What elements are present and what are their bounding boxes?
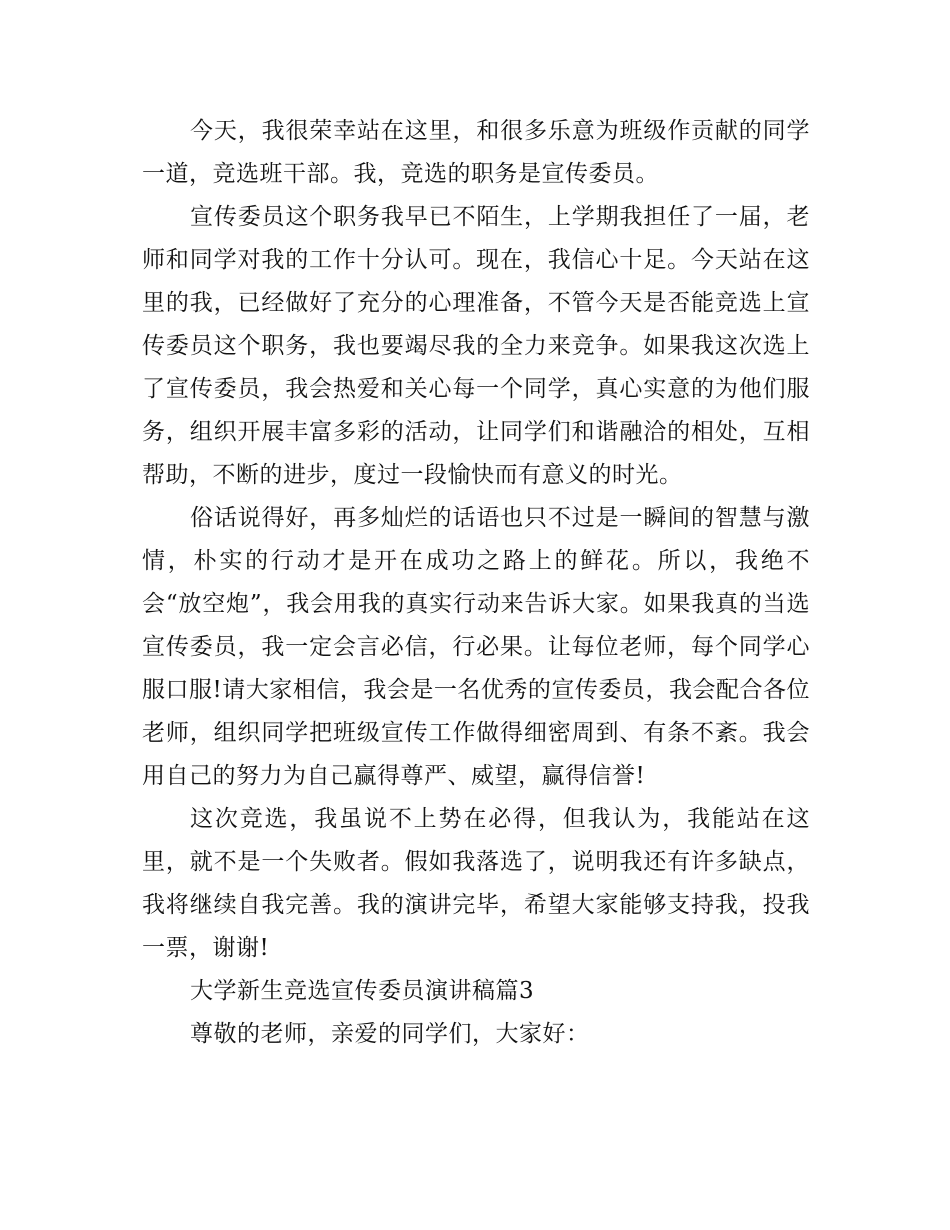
paragraph-intro: 今天，我很荣幸站在这里，和很多乐意为班级作贡献的同学一道，竞选班干部。我，竞选的职务是宣传委员。 — [142, 118, 810, 187]
section-heading: 大学新生竞选宣传委员演讲稿篇3 — [190, 978, 535, 1004]
paragraph-closing: 这次竞选，我虽说不上势在必得，但我认为，我能站在这里，就不是一个失败者。假如我落选了，说明我还有许多缺点，我将继续自我完善。我的演讲完毕，希望大家能够支持我，投我一票，谢谢! — [142, 806, 810, 961]
paragraph-experience: 宣传委员这个职务我早已不陌生，上学期我担任了一届，老师和同学对我的工作十分认可。现在，我信心十足。今天站在这里的我，已经做好了充分的心理准备，不管今天是否能竞选上宣传委员这个职务，我也要竭尽我的全力来竞争。如果我这次选上了宣传委员，我会热爱和关心每一个同学，真心实意的为他们服务，组织开展丰富多彩的活动，让同学们和谐融洽的相处，互相帮助，不断的进步，度过一段愉快而有意义的时光。 — [142, 204, 810, 488]
document-body — [142, 110, 810, 1056]
paragraph-proverb: 俗话说得好，再多灿烂的话语也只不过是一瞬间的智慧与激情，朴实的行动才是开在成功之路上的鲜花。所以，我绝不会“放空炮”，我会用我的真实行动来告诉大家。如果我真的当选宣传委员，我一定会言必信，行必果。让每位老师，每个同学心服口服!请大家相信，我会是一名优秀的宣传委员，我会配合各位老师，组织同学把班级宣传工作做得细密周到、有条不紊。我会用自己的努力为自己赢得尊严、威望，赢得信誉! — [142, 505, 810, 789]
paragraph-greeting: 尊敬的老师，亲爱的同学们，大家好： — [190, 1021, 590, 1047]
